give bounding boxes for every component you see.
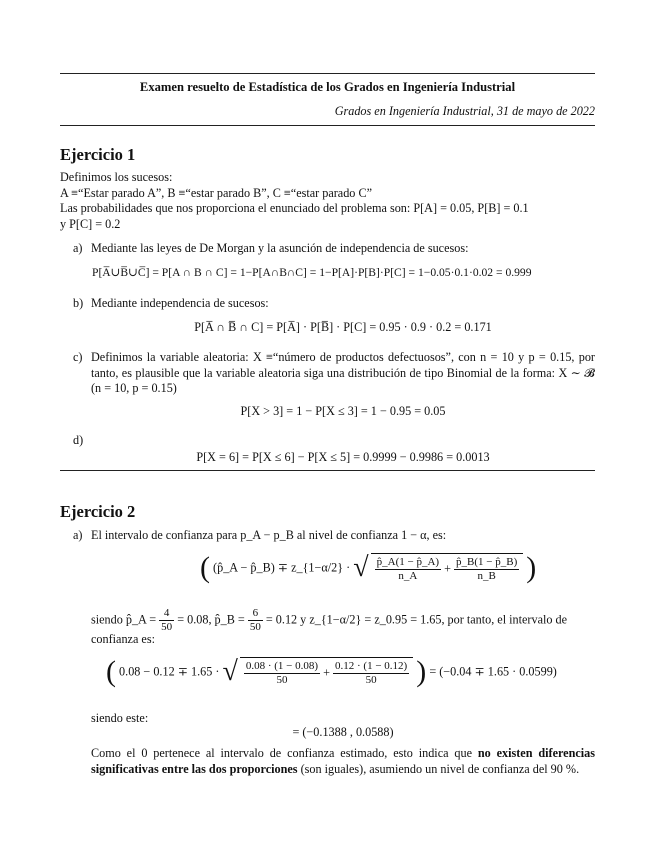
conclusion-text: Como el 0 pertenece al intervalo de confianza estimado, esto indica que: [91, 746, 478, 760]
numeric-left: 0.08 − 0.12 ∓ 1.65 ·: [119, 664, 220, 679]
ex1-intro-line3: Las probabilidades que nos proporciona el enunciado del problema son: P[A] = 0.05, P[B] = 0.1: [60, 201, 529, 215]
numeric-sqrt: $\frac{0.08 \cdot (1 - 0.08)}{50}$ + $\frac{0.12 \cdot (1 - 0.12)}{50}$: [240, 657, 413, 687]
open-paren: (: [200, 551, 210, 584]
exercise-2-heading: Ejercicio 2: [60, 502, 136, 521]
open-paren: (: [106, 655, 116, 688]
ex1-item-c-text: Definimos la variable aleatoria: X ≡“número de productos defectuosos”, con n = 10 y p = 0.15, por tanto, es plausible que la variable aleatoria siga una distribución de tipo Binomial de la forma: X ∼ 𝓑 (n = 10, p = 0.15): [91, 350, 595, 395]
ex1-equation-b: P[A̅ ∩ B̅ ∩ C] = P[A̅] · P[B̅] · P[C] = 0.95 · 0.9 · 0.2 = 0.171: [194, 320, 492, 334]
ex1-equation-a: P[A̅∪B̅∪C̅] = P[A ∩ B ∩ C] = 1−P[A∩B∩C] = 1−P[A]·P[B]·P[C] = 1−0.05·0.1·0.02 = 0.999: [92, 266, 532, 279]
item-label: b): [73, 296, 84, 310]
close-paren: ): [416, 655, 427, 688]
item-text: Mediante independencia de sucesos:: [91, 296, 269, 310]
exercise-separator-rule: [60, 470, 595, 471]
fraction-pa: $\frac{4}{50}$: [161, 607, 173, 633]
ex1-item-d-label: d): [73, 433, 84, 447]
fraction-a: $\frac{p̂\_A(1 - p̂\_A)}{n\_A}$: [376, 556, 440, 582]
ex1-intro-line4: y P[C] = 0.2: [60, 217, 121, 231]
conclusion-text-end: (son iguales), asumiendo un nivel de confianza del 90 %.: [297, 761, 580, 776]
ex2-siendo-line: [91, 607, 567, 634]
ex2-siendo-este: siendo este:: [91, 711, 149, 725]
document-title: Examen resuelto de Estadística de los Grados en Ingeniería Industrial: [139, 80, 516, 94]
close-paren: ): [526, 551, 537, 584]
conclusion-bold: no existen diferencias significativas entre las dos proporciones: [91, 746, 595, 776]
ex1-intro-line2: A ≡“Estar parado A”, B ≡“estar parado B”, C ≡“estar parado C”: [60, 186, 372, 200]
ex1-item-b: [73, 296, 269, 311]
fraction-b: $\frac{p̂\_B(1 - p̂\_B)}{n\_B}$: [456, 556, 518, 582]
sqrt-icon: √: [353, 552, 369, 583]
header-bottom-rule: [60, 125, 595, 126]
sqrt-icon: √: [222, 656, 238, 687]
ex2-item-a: [73, 528, 446, 543]
fraction-pb: $\frac{6}{50}$: [249, 607, 261, 633]
document-subtitle: Grados en Ingeniería Industrial, 31 de mayo de 2022: [334, 104, 595, 118]
item-text: Mediante las leyes de De Morgan y la asunción de independencia de sucesos:: [91, 241, 469, 255]
formula-left: (p̂_A − p̂_B) ∓ z_{1−α/2} ·: [213, 560, 351, 575]
ex2-siendo-line2: confianza es:: [91, 632, 155, 646]
ex2-numeric-interval: [106, 657, 557, 687]
ex1-item-c-label: c): [73, 350, 83, 364]
siendo-text-3: = 0.12 y z_{1−α/2} = z_0.95 = 1.65, por tanto, el intervalo de: [265, 612, 568, 627]
item-label: a): [73, 241, 83, 255]
ex1-equation-c: P[X > 3] = 1 − P[X ≤ 3] = 1 − 0.95 = 0.05: [240, 404, 446, 418]
ex2-conclusion: [91, 746, 595, 777]
item-text: El intervalo de confianza para p_A − p_B al nivel de confianza 1 − α, es:: [91, 528, 447, 542]
ex2-interval-formula: [200, 553, 536, 583]
ex1-item-a: [73, 241, 468, 256]
formula-sqrt: $\frac{p̂\_A(1 - p̂\_A)}{n\_A}$ + $\frac{p̂\_B(1 - p̂\_B)}{n\_B}$: [371, 553, 524, 583]
ex1-equation-d: P[X = 6] = P[X ≤ 6] − P[X ≤ 5] = 0.9999 − 0.9986 = 0.0013: [196, 450, 490, 464]
ex1-intro-line1: Definimos los sucesos:: [60, 170, 173, 184]
numeric-fraction-a: $\frac{0.08 \cdot (1 - 0.08)}{50}$: [245, 660, 319, 686]
numeric-right: = (−0.04 ∓ 1.65 · 0.0599): [429, 664, 557, 679]
ex2-result: = (−0.1388 , 0.0588): [292, 725, 394, 739]
exercise-1-heading: Ejercicio 1: [60, 145, 136, 164]
item-label: a): [73, 528, 83, 542]
siendo-text-2: = 0.08, p̂_B =: [177, 612, 245, 627]
numeric-fraction-b: $\frac{0.12 \cdot (1 - 0.12)}{50}$: [335, 660, 408, 686]
top-rule: [60, 73, 595, 74]
siendo-text-1: siendo p̂_A =: [91, 612, 157, 627]
